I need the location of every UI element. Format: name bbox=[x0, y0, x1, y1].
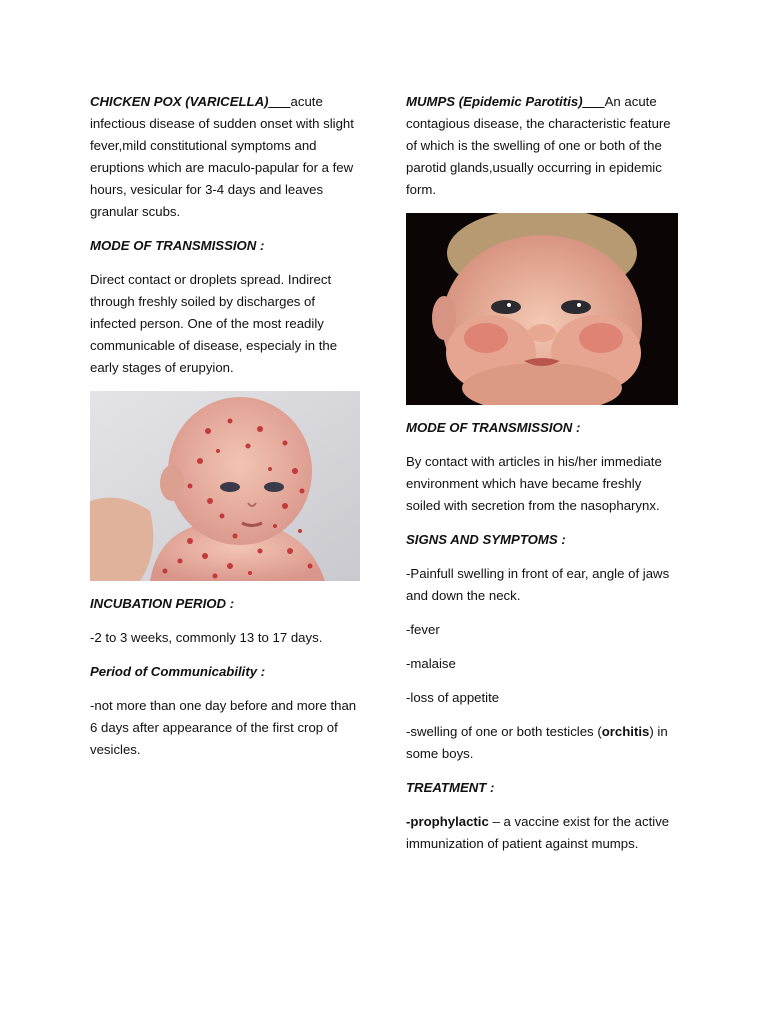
chickenpox-incubation-text: -2 to 3 weeks, commonly 13 to 17 days. bbox=[90, 630, 323, 645]
mumps-column bbox=[406, 91, 678, 867]
orchitis-suffix: ) in some boys. bbox=[406, 724, 668, 761]
mumps-transmission-text: By contact with articles in his/her immediate environment which have became freshly soiled with secretion from the nasopharynx. bbox=[406, 454, 662, 513]
mumps-signs-heading: SIGNS AND SYMPTOMS : bbox=[406, 532, 566, 547]
mumps-intro bbox=[406, 91, 678, 201]
chickenpox-title: CHICKEN POX (VARICELLA) bbox=[90, 94, 269, 109]
mumps-treatment-heading: TREATMENT : bbox=[406, 780, 495, 795]
orchitis-term: orchitis bbox=[601, 724, 650, 739]
chickenpox-incubation-heading: INCUBATION PERIOD : bbox=[90, 596, 235, 611]
treatment-term: -prophylactic bbox=[406, 814, 489, 829]
mumps-description: An acute contagious disease, the characteristic feature of which is the swelling of one or both of the parotid glands,usually occurring in epidemic form. bbox=[406, 94, 671, 197]
mumps-sign-item: -fever bbox=[406, 622, 440, 637]
chickenpox-description: acute infectious disease of sudden onset with slight fever,mild constitutional symptoms and eruptions which are maculo-papular for a few hours, vesicular for 3-4 days and leaves granular scubs. bbox=[90, 94, 354, 219]
mumps-photo bbox=[406, 213, 678, 405]
chickenpox-communicability-heading: Period of Communicability : bbox=[90, 664, 266, 679]
orchitis-prefix: -swelling of one or both testicles ( bbox=[406, 724, 602, 739]
chickenpox-transmission-text: Direct contact or droplets spread. Indirect through freshly soiled by discharges of infected person. One of the most readily communicable of disease, especialy in the early stages of erupyion. bbox=[90, 272, 338, 375]
mumps-blank: ___ bbox=[582, 94, 605, 109]
mumps-sign-orchitis bbox=[406, 721, 678, 765]
mumps-sign-item: -loss of appetite bbox=[406, 690, 500, 705]
chickenpox-communicability-text: -not more than one day before and more than 6 days after appearance of the first crop of vesicles. bbox=[90, 698, 357, 757]
chickenpox-column bbox=[90, 91, 362, 773]
mumps-sign-item: -Painfull swelling in front of ear, angle of jaws and down the neck. bbox=[406, 566, 670, 603]
mumps-sign-item: -malaise bbox=[406, 656, 456, 671]
mumps-transmission-heading: MODE OF TRANSMISSION : bbox=[406, 420, 581, 435]
chickenpox-blank: ___ bbox=[268, 94, 291, 109]
mumps-title: MUMPS (Epidemic Parotitis) bbox=[406, 94, 583, 109]
chickenpox-intro bbox=[90, 91, 362, 223]
mumps-treatment-text bbox=[406, 811, 678, 855]
treatment-description: – a vaccine exist for the active immunization of patient against mumps. bbox=[406, 814, 670, 851]
chickenpox-transmission-heading: MODE OF TRANSMISSION : bbox=[90, 238, 265, 253]
chickenpox-photo bbox=[90, 391, 360, 581]
